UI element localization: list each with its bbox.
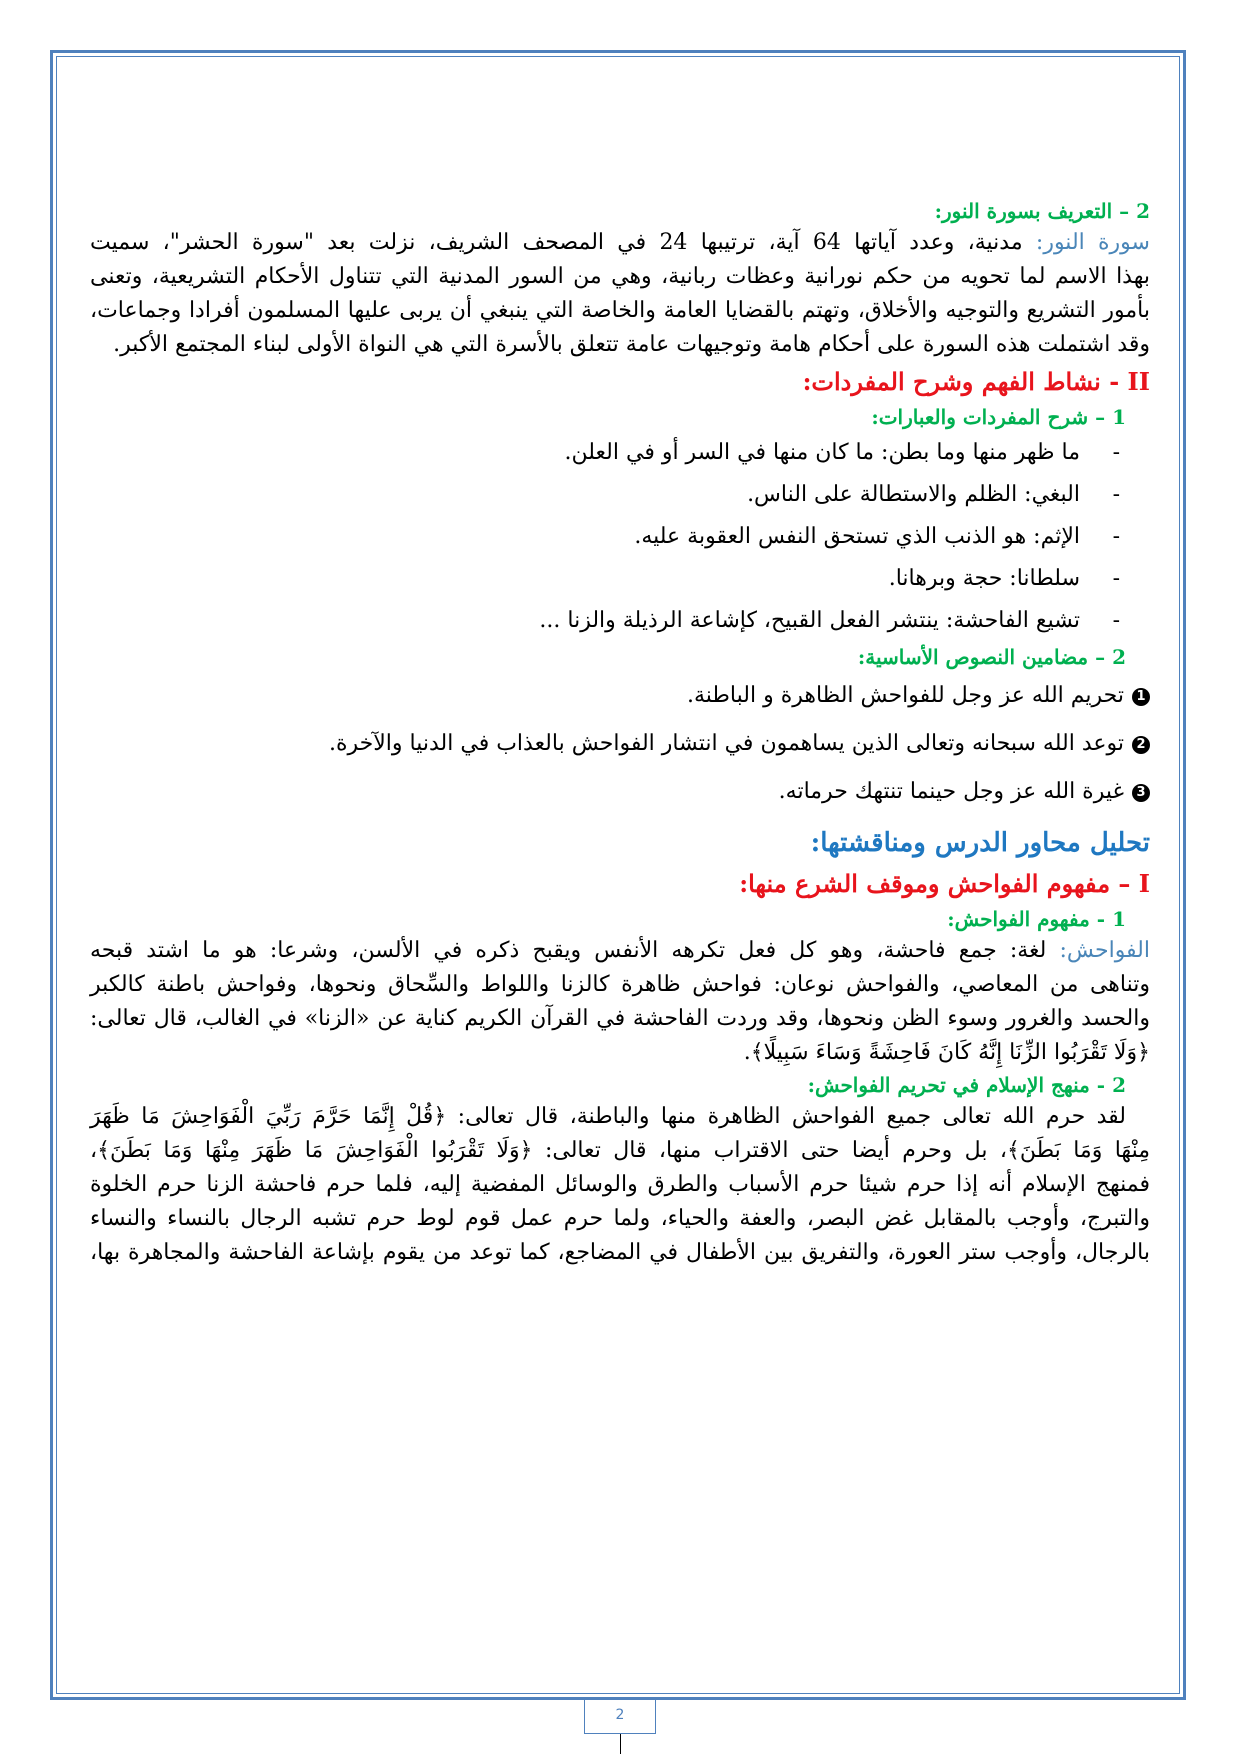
vocab-item: -سلطانا: حجة وبرهانا. xyxy=(888,566,1120,591)
concept-term: الفواحش: xyxy=(1059,938,1150,963)
method-line-3: فمنهج الإسلام أنه إذا حرم شيئا حرم الأسباب والطرق والوسائل المفضية إليه، فلما حرم فاحشة الزنا حرم الخلوة xyxy=(90,1172,1150,1197)
theme-item: 2توعد الله سبحانه وتعالى الذين يساهمون في انتشار الفواحش بالعذاب في الدنيا والآخرة. xyxy=(90,720,1150,768)
vocab-item: -الإثم: هو الذنب الذي تستحق النفس العقوبة عليه. xyxy=(634,524,1120,549)
vocab-heading: 1 – شرح المفردات والعبارات: xyxy=(871,405,1126,429)
concept-heading: 1 - مفهوم الفواحش: xyxy=(947,907,1126,931)
number-badge-icon: 1 xyxy=(1132,688,1150,706)
concept-line-1: الفواحش: لغة: جمع فاحشة، وهو كل فعل تكرهه الأنفس ويقبح ذكره في الألسن، وشرعا: هو ما اشتد قبحه xyxy=(90,938,1150,963)
part1-heading: I – مفهوم الفواحش وموقف الشرع منها: xyxy=(739,869,1150,898)
number-badge-icon: 2 xyxy=(1132,736,1150,754)
analysis-heading: تحليل محاور الدرس ومناقشتها: xyxy=(810,828,1150,858)
concept-line-2: وتناهى من المعاصي، والفواحش نوعان: فواحش ظاهرة كالزنا واللواط والسِّحاق ونحوها، وفواحش باطنة كالكبر xyxy=(90,972,1150,997)
number-badge-icon: 3 xyxy=(1132,784,1150,802)
method-line-1: لقد حرم الله تعالى جميع الفواحش الظاهرة منها والباطنة، قال تعالى: ﴿قُلْ إِنَّمَا حَرَّمَ رَبِّيَ الْفَوَاحِشَ مَا ظَهَرَ xyxy=(90,1104,1126,1129)
method-line-4: والتبرج، وأوجب بالمقابل غض البصر، والعفة والحياء، ولما حرم عمل قوم لوط حرم تشبه الرجال بالنساء والنساء xyxy=(90,1206,1150,1231)
concept-line-3: والحسد والغرور وسوء الظن ونحوها، وقد وردت الفاحشة في القرآن الكريم كناية عن «الزنا» في الغالب، قال تعالى: xyxy=(90,1006,1150,1031)
theme-item: 3غيرة الله عز وجل حينما تنتهك حرماته. xyxy=(90,768,1150,816)
activity-heading: II - نشاط الفهم وشرح المفردات: xyxy=(802,367,1150,396)
vocab-list xyxy=(90,432,1150,642)
intro-line-2: بهذا الاسم لما تحويه من حكم نورانية وعظات ربانية، وهي من السور المدنية التي تتناول الأحكام التشريعية، وتعنى xyxy=(90,264,1150,289)
method-line-2: مِنْهَا وَمَا بَطَنَ﴾، بل وحرم أيضا حتى الاقتراب منها، قال تعالى: ﴿وَلَا تَقْرَبُوا الْفَوَاحِشَ مَا ظَهَرَ مِنْهَا وَمَا بَطَنَ﴾، xyxy=(90,1138,1150,1163)
page-number: 2 xyxy=(584,1700,656,1734)
vocab-item: -تشيع الفاحشة: ينتشر الفعل القبيح، كإشاعة الرذيلة والزنا ... xyxy=(539,608,1120,633)
themes-list xyxy=(90,672,1150,816)
vocab-item: -البغي: الظلم والاستطالة على الناس. xyxy=(747,482,1120,507)
intro-line-1: سورة النور: مدنية، وعدد آياتها 64 آية، ترتيبها 24 في المصحف الشريف، نزلت بعد "سورة الحشر"، سميت xyxy=(90,230,1150,255)
page-content xyxy=(90,196,1150,1270)
method-heading: 2 - منهج الإسلام في تحريم الفواحش: xyxy=(807,1073,1126,1097)
intro-term: سورة النور: xyxy=(1035,230,1150,255)
intro-line-3: بأمور التشريع والتوجيه والأخلاق، وتهتم بالقضايا العامة والخاصة التي ينبغي أن يربى عليها المسلمون أفرادا وجماعات، xyxy=(90,298,1150,323)
page-number-connector xyxy=(620,1734,621,1754)
intro-heading: 2 – التعريف بسورة النور: xyxy=(934,199,1150,223)
concept-line-4: ﴿وَلَا تَقْرَبُوا الزِّنَا إِنَّهُ كَانَ فَاحِشَةً وَسَاءَ سَبِيلًا﴾. xyxy=(743,1040,1150,1065)
vocab-item: -ما ظهر منها وما بطن: ما كان منها في السر أو في العلن. xyxy=(564,440,1120,465)
theme-item: 1تحريم الله عز وجل للفواحش الظاهرة و الباطنة. xyxy=(90,672,1150,720)
themes-heading: 2 – مضامين النصوص الأساسية: xyxy=(857,645,1126,669)
method-line-5: بالرجال، وأوجب ستر العورة، والتفريق بين الأطفال في المضاجع، كما توعد من يقوم بإشاعة الفاحشة والمجاهرة بها، xyxy=(90,1240,1150,1265)
intro-line-4: وقد اشتملت هذه السورة على أحكام هامة وتوجيهات عامة تتعلق بالأسرة التي هي النواة الأولى لبناء المجتمع الأكبر. xyxy=(113,332,1150,357)
